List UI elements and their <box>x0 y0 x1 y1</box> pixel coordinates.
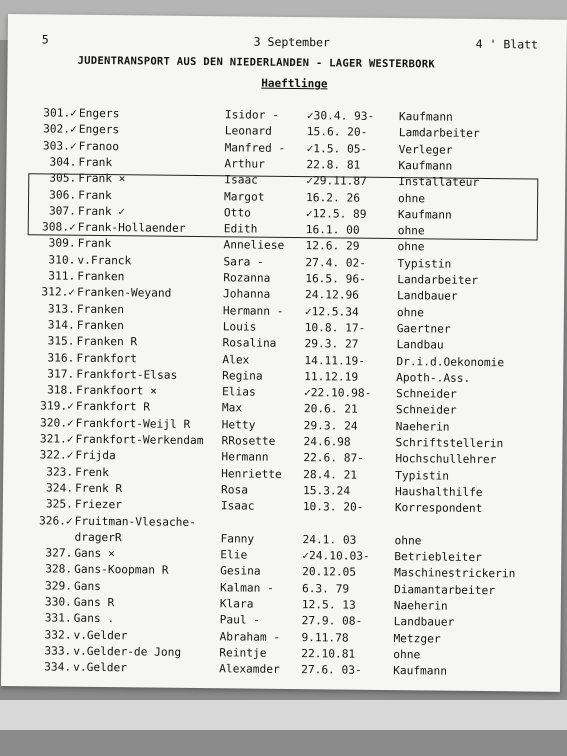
row-occupation: Dr.i.d.Oekonomie <box>396 354 505 369</box>
row-occupation: Landarbeiter <box>397 273 479 287</box>
row-occupation: Kaufmann <box>398 158 453 173</box>
row-occupation: Schneider <box>395 403 457 418</box>
row-occupation: Landbauer <box>393 615 455 630</box>
row-surname: Franken-Weyand <box>77 286 172 301</box>
row-occupation: Diamantarbeiter <box>393 582 496 597</box>
row-birthdate: ✓22.10.98- <box>303 386 372 400</box>
row-surname: Gans-Koopman R <box>74 563 169 578</box>
row-surname: v.Franck <box>77 253 132 267</box>
document-sheet <box>1 14 567 692</box>
row-birthdate: 14.11.19- <box>304 353 366 368</box>
row-birthdate: 16.2. 26 <box>306 190 361 205</box>
row-surname: Franken R <box>76 334 138 349</box>
row-surname: Franken <box>76 318 124 333</box>
row-occupation: Schriftstellerin <box>395 436 504 451</box>
row-birthdate: 24.1. 03 <box>302 532 357 547</box>
page-number: 5 <box>41 32 49 47</box>
row-occupation: Installateur <box>398 175 480 190</box>
row-occupation: Landbauer <box>397 289 458 304</box>
row-occupation: Verleger <box>398 142 453 157</box>
row-firstname: Henriette <box>221 466 282 481</box>
row-firstname: Louis <box>222 320 257 334</box>
row-birthdate: 20.12.05 <box>302 565 357 580</box>
row-surname: Frank-Hollaender <box>77 220 186 235</box>
row-surname: Frankfort R <box>75 400 151 414</box>
row-number: 316. <box>47 350 75 365</box>
row-number: 321.✓ <box>39 432 74 446</box>
row-occupation: Kaufmann <box>393 664 448 678</box>
row-firstname: Sara - <box>223 254 264 269</box>
row-firstname: Alexamder <box>219 662 280 677</box>
row-surname: Frank <box>78 188 112 202</box>
row-number: 327. <box>45 546 73 560</box>
row-birthdate: 27.4. 02- <box>305 255 367 270</box>
row-occupation: Metzger <box>393 631 441 646</box>
row-occupation: Betriebleiter <box>394 550 482 565</box>
row-birthdate: 16.1. 00 <box>305 223 360 237</box>
row-firstname: Otto <box>223 206 251 220</box>
row-firstname: Isaac <box>220 499 255 513</box>
row-birthdate: 22.6. 87- <box>303 451 365 466</box>
row-firstname: Rozanna <box>223 271 271 285</box>
row-birthdate: ✓29.11.87 <box>306 174 367 188</box>
row-birthdate: 11.12.19 <box>304 369 359 384</box>
row-birthdate: 24.12.96 <box>305 288 360 302</box>
row-surname: Engers <box>78 123 120 137</box>
row-surname: v.Gelder <box>73 660 128 675</box>
row-number: 309. <box>48 236 76 251</box>
row-birthdate: ✓1.5. 05- <box>306 141 368 156</box>
row-surname: Engers <box>78 106 120 121</box>
row-number: 305. <box>49 171 77 185</box>
row-surname: dragerR <box>74 530 122 545</box>
row-firstname: Rosalina <box>222 336 277 351</box>
row-firstname: Arthur <box>224 157 265 171</box>
row-occupation: Kaufmann <box>398 110 453 124</box>
row-occupation: ohne <box>396 305 424 319</box>
row-number: 328. <box>45 562 73 577</box>
row-firstname: Manfred - <box>224 140 286 155</box>
row-surname: Frank × <box>78 171 126 186</box>
row-surname: Frank ✓ <box>77 204 126 219</box>
row-number: 314. <box>47 318 75 332</box>
row-occupation: Kaufmann <box>397 207 452 222</box>
row-occupation: ohne <box>393 647 421 662</box>
row-birthdate: ✓24.10.03- <box>302 549 370 563</box>
row-firstname: Johanna <box>223 287 271 302</box>
row-number: 333. <box>44 644 72 658</box>
row-number: 326.✓ <box>38 513 73 528</box>
row-surname: Frankfort-Weijl R <box>75 416 191 431</box>
sheet-number: 4 ' Blatt <box>475 36 539 52</box>
row-surname: Frankfoort × <box>75 383 157 398</box>
row-surname: Gans . <box>73 612 115 626</box>
row-firstname: Regina <box>222 369 263 383</box>
row-number: 303.✓ <box>42 138 77 153</box>
row-surname: Frenk R <box>74 481 123 496</box>
document-date: 3 September <box>253 34 330 50</box>
row-surname: Franken <box>77 269 125 284</box>
row-occupation: Apoth-.Ass. <box>396 370 471 385</box>
row-occupation: Typistin <box>395 468 450 483</box>
row-surname: Friezer <box>74 497 123 512</box>
row-birthdate: 27.9. 08- <box>301 614 363 629</box>
row-firstname: Elie <box>220 548 248 562</box>
row-number: 310. <box>48 253 76 267</box>
row-number: 323. <box>46 465 74 479</box>
row-firstname: Rosa <box>220 483 249 497</box>
row-birthdate: 27.6. 03- <box>301 663 362 677</box>
row-firstname: Leonard <box>224 124 273 139</box>
row-number: 304. <box>49 155 77 169</box>
row-occupation: Korrespondent <box>394 501 483 516</box>
row-number: 306. <box>49 187 77 202</box>
row-firstname: Margot <box>224 189 265 204</box>
row-birthdate: 9.11.78 <box>301 630 349 645</box>
row-occupation: Gaertner <box>396 321 451 336</box>
row-birthdate: ✓12.5.34 <box>304 304 359 319</box>
row-firstname: Paul - <box>219 613 261 627</box>
row-firstname: Fanny <box>220 532 255 546</box>
row-number: 308.✓ <box>42 220 76 234</box>
row-firstname: Max <box>221 401 243 415</box>
row-firstname: Isaac <box>224 173 259 187</box>
row-birthdate: 28.4. 21 <box>303 467 358 482</box>
row-surname: Frank <box>77 237 112 251</box>
row-birthdate: 10.8. 17- <box>304 321 366 335</box>
row-birthdate: 24.6.98 <box>303 435 351 449</box>
row-surname: Frankfort <box>76 351 138 365</box>
row-number: 301.✓ <box>43 106 78 120</box>
row-firstname: Hetty <box>221 417 256 432</box>
row-number: 315. <box>47 334 75 348</box>
row-birthdate: 22.10.81 <box>301 646 356 661</box>
row-number: 322.✓ <box>39 448 74 463</box>
row-occupation: Naeherin <box>393 599 448 613</box>
row-number: 317. <box>47 367 75 381</box>
row-surname: Franoo <box>78 139 120 153</box>
row-firstname: Anneliese <box>223 238 285 253</box>
row-number: 311. <box>48 269 76 283</box>
row-surname: Frankfort-Elsas <box>76 367 178 382</box>
row-birthdate: 15.3.24 <box>302 484 351 498</box>
row-number: 319.✓ <box>40 399 74 414</box>
row-occupation: Lamdarbeiter <box>398 126 480 141</box>
row-surname: Frank <box>78 155 113 169</box>
row-number: 330. <box>44 595 72 609</box>
row-surname: Franken <box>76 302 125 316</box>
row-number: 332. <box>44 628 72 642</box>
row-number: 331. <box>44 611 72 625</box>
row-number: 320.✓ <box>39 416 74 430</box>
row-surname: Fruitman-Vlesache- <box>74 514 197 529</box>
row-occupation: ohne <box>397 224 425 238</box>
row-number: 313. <box>47 302 75 316</box>
row-occupation: ohne <box>394 533 422 548</box>
row-firstname: Kalman - <box>219 580 274 595</box>
row-firstname: Elias <box>221 385 256 399</box>
row-firstname: Hermann - <box>222 303 284 318</box>
row-birthdate: 20.6. 21 <box>303 402 358 417</box>
row-number: 329. <box>44 579 73 593</box>
row-birthdate: 29.3. 27 <box>304 337 359 351</box>
row-occupation: Haushalthilfe <box>394 484 483 499</box>
row-firstname: Hermann <box>221 450 269 465</box>
row-number: 302.✓ <box>43 122 77 137</box>
row-occupation: Maschinestrickerin <box>394 566 516 581</box>
row-firstname: Klara <box>219 597 254 611</box>
row-number: 325. <box>45 497 73 511</box>
row-surname: Frijda <box>75 449 116 463</box>
row-birthdate: 12.5. 13 <box>301 598 356 612</box>
row-birthdate: ✓30.4. 93- <box>306 109 375 123</box>
background-shelf <box>0 700 567 730</box>
document-title: JUDENTRANSPORT AUS DEN NIEDERLANDEN - LAGER WESTERBORK <box>77 54 436 71</box>
row-occupation: Hochschullehrer <box>395 452 497 467</box>
row-surname: Gans <box>73 579 102 593</box>
row-surname: Gans R <box>73 595 115 610</box>
row-firstname: Abraham - <box>219 629 281 644</box>
row-birthdate: 12.6. 29 <box>305 239 360 254</box>
row-number: 318. <box>47 383 75 397</box>
row-surname: Gans × <box>74 546 115 561</box>
row-surname: Frankfort-Werkendam <box>75 432 204 448</box>
row-surname: Frenk <box>75 465 109 479</box>
row-surname: v.Gelder-de Jong <box>73 644 182 659</box>
row-firstname: Alex <box>222 352 250 367</box>
row-firstname: Gesina <box>220 564 261 579</box>
row-surname: v.Gelder <box>73 628 128 642</box>
row-birthdate: 22.8. 81 <box>306 158 361 172</box>
row-occupation: Typistin <box>397 256 452 271</box>
row-occupation: Landbau <box>396 338 444 352</box>
row-birthdate: 29.3. 24 <box>303 418 358 433</box>
row-birthdate: 16.5. 96- <box>305 272 366 286</box>
row-occupation: Naeherin <box>395 419 450 434</box>
row-number: 312.✓ <box>41 285 76 300</box>
row-firstname: RRosette <box>221 434 276 448</box>
row-firstname: Edith <box>223 222 258 236</box>
row-number: 334. <box>44 660 72 674</box>
row-firstname: Isidor - <box>224 108 279 122</box>
row-occupation: Schneider <box>395 387 457 401</box>
row-birthdate: 6.3. 79 <box>301 581 350 596</box>
row-number: 324. <box>46 481 74 495</box>
row-birthdate: ✓12.5. 89 <box>305 206 367 221</box>
row-occupation: ohne <box>397 240 425 254</box>
document-subtitle: Haeftlinge <box>261 76 328 91</box>
row-firstname: Reintje <box>219 646 267 660</box>
row-number: 307. <box>48 204 77 218</box>
row-birthdate: 15.6. 20- <box>306 125 368 140</box>
row-occupation: ohne <box>398 191 426 205</box>
row-birthdate: 10.3. 20- <box>302 500 364 514</box>
